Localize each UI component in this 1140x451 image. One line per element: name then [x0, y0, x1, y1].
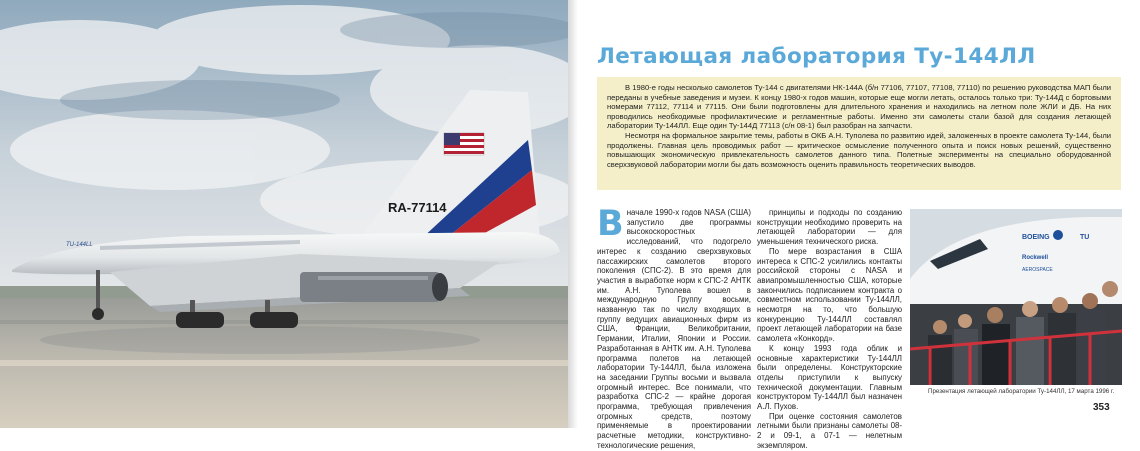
- svg-text:AEROSPACE: AEROSPACE: [1022, 267, 1053, 273]
- column2-paragraph: принципы и подходы по созданию конструкции необходимо проверить на летающей лаборатории — для уменьшения технического риска.: [757, 208, 902, 247]
- us-flag-icon: [444, 133, 484, 155]
- photo-caption: Презентация летающей лаборатории Ту-144ЛЛ, 17 марта 1996 г.: [928, 388, 1115, 395]
- article-title: Летающая лаборатория Ту-144ЛЛ: [597, 44, 1036, 69]
- svg-text:TU-144LL: TU-144LL: [66, 242, 93, 248]
- intro-paragraph: Несмотря на формальное закрытие темы, работы в ОКБ А.Н. Туполева по развитию идей, заложенных в проекте самолета Ту-144, были продолжены. Главная цель проводимых работ — критическое осмысление полученного опыта и поиск новых решений, существенно повышающих экономическую привлекательность самолетов данного типа. Полетные эксперименты на специально оборудованной сверхзвуковой лаборатории могли бы дать возможность оценить правильность теоретических выводов.: [607, 130, 1111, 169]
- column2-paragraph: При оценке состояния самолетов летными были признаны самолеты 08-2 и 09-1, а 07-1 — нелетным экземпляром.: [757, 411, 902, 450]
- tu-144ll-aircraft-photo: [0, 0, 568, 428]
- page-gutter: [568, 0, 578, 428]
- column2-paragraph: По мере возрастания в США интереса к СПС-2 усилились контакты российской стороны с NASA и авиапромышленностью США, которые закончились подписанием контракта о совместном использовании Ту-144ЛЛ, несмотря на то, что большую конкуренцию Ту-144ЛЛ составлял проект летающей лаборатории на базе самолета «Конкорд».: [757, 246, 902, 344]
- presentation-photo: [910, 209, 1122, 385]
- column1-text: начале 1990-х годов NASA (США) запустило две программы высокоскоростных исследований, что подогрело интерес к созданию сверхзвуковых пассажирских самолетов второго поколения (СПС-2). В это время для участия в выработке норм к СПС-2 АНТК им. А.Н. Туполева вошел в международную Группу восьми, названную так по числу входящих в группу ведущих авиационных фирм из США, Франции, Великобритании, Германии, Италии, Японии и России. Разработанная в АНТК им. А.Н. Туполева программа полетов на летающей лаборатории Ту-144ЛЛ, была изложена на заседании Группы восьми и вызвала огромный интерес. Все понимали, что разработка СПС-2 — крайне дорогая программа, требующая привлечения огромных средств, поэтому применяемые в проектировании расчетные методики, конструктивно-технологические решения,: [597, 208, 751, 450]
- intro-paragraph: В 1980-е годы несколько самолетов Ту-144 с двигателями НК-144А (б/н 77106, 77107, 77108, 77110) по решению руководства МАП были переданы в учебные заведения и музеи. К концу 1980-х годов машин, которые еще могли летать, осталось только три: Ту-144Д с бортовыми номерами 77112, 77114 и 77115. Они были подготовлены для длительного хранения и находились на летном поле ЖЛИ и ДБ. На них проводились необходимые профилактические и регламентные работы. Именно эти самолеты стали базой для создания летающей лаборатории Ту-144ЛЛ. Еще один Ту-144Д 77113 (с/н 08-1) был разобран на запчасти.: [607, 83, 1111, 131]
- intro-box: [597, 77, 1121, 190]
- drop-cap: В: [597, 204, 624, 244]
- page-number: 353: [1093, 402, 1110, 413]
- text-column-2: [757, 208, 902, 451]
- registration-text: RA-77114: [388, 200, 447, 215]
- svg-text:BOEING: BOEING: [1022, 234, 1050, 241]
- engine-nacelles: [300, 272, 448, 302]
- text-column-1: [597, 204, 751, 451]
- svg-text:TU: TU: [1080, 234, 1090, 241]
- svg-text:Rockwell: Rockwell: [1022, 255, 1049, 261]
- column1-paragraph: [597, 204, 751, 451]
- column2-paragraph: К концу 1993 года облик и основные характеристики Ту-144ЛЛ были определены. Конструкторские отделы приступили к выпуску технической документации. Главным конструктором Ту-144ЛЛ был назначен А.Л. Пухов.: [757, 343, 902, 412]
